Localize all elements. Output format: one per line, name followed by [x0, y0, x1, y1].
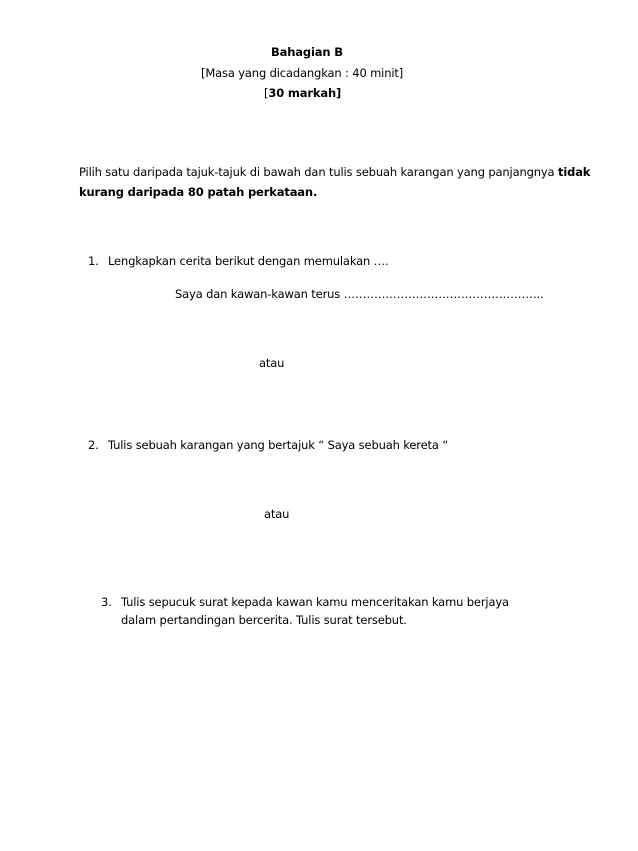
question-3-text-line-2: dalam pertandingan bercerita. Tulis surat tersebut. [121, 613, 407, 627]
instructions-text: Pilih satu daripada tajuk-tajuk di bawah dan tulis sebuah karangan yang panjangnya [79, 165, 558, 179]
question-1-number: 1. [88, 254, 99, 268]
marks-bracket: [ [264, 86, 269, 100]
question-3-text-line-1: Tulis sepucuk surat kepada kawan kamu menceritakan kamu berjaya [121, 595, 509, 609]
question-3-number: 3. [101, 595, 112, 609]
instructions-line-2: kurang daripada 80 patah perkataan. [79, 185, 318, 199]
marks-label [264, 84, 341, 102]
question-1-subtext: Saya dan kawan-kawan terus …………………………………………….. [175, 287, 544, 301]
marks-text: 30 markah] [268, 86, 342, 100]
section-title: Bahagian B [271, 45, 343, 59]
separator-atau-1: atau [259, 356, 285, 370]
instructions-line-1 [79, 163, 590, 181]
instructions-bold-1: tidak [557, 165, 591, 179]
time-allowed: [Masa yang dicadangkan : 40 minit] [201, 66, 404, 80]
separator-atau-2: atau [264, 507, 290, 521]
question-1-text: Lengkapkan cerita berikut dengan memulakan …. [108, 254, 389, 268]
question-2-text: Tulis sebuah karangan yang bertajuk “ Saya sebuah kereta “ [108, 438, 449, 452]
question-2-number: 2. [88, 438, 99, 452]
